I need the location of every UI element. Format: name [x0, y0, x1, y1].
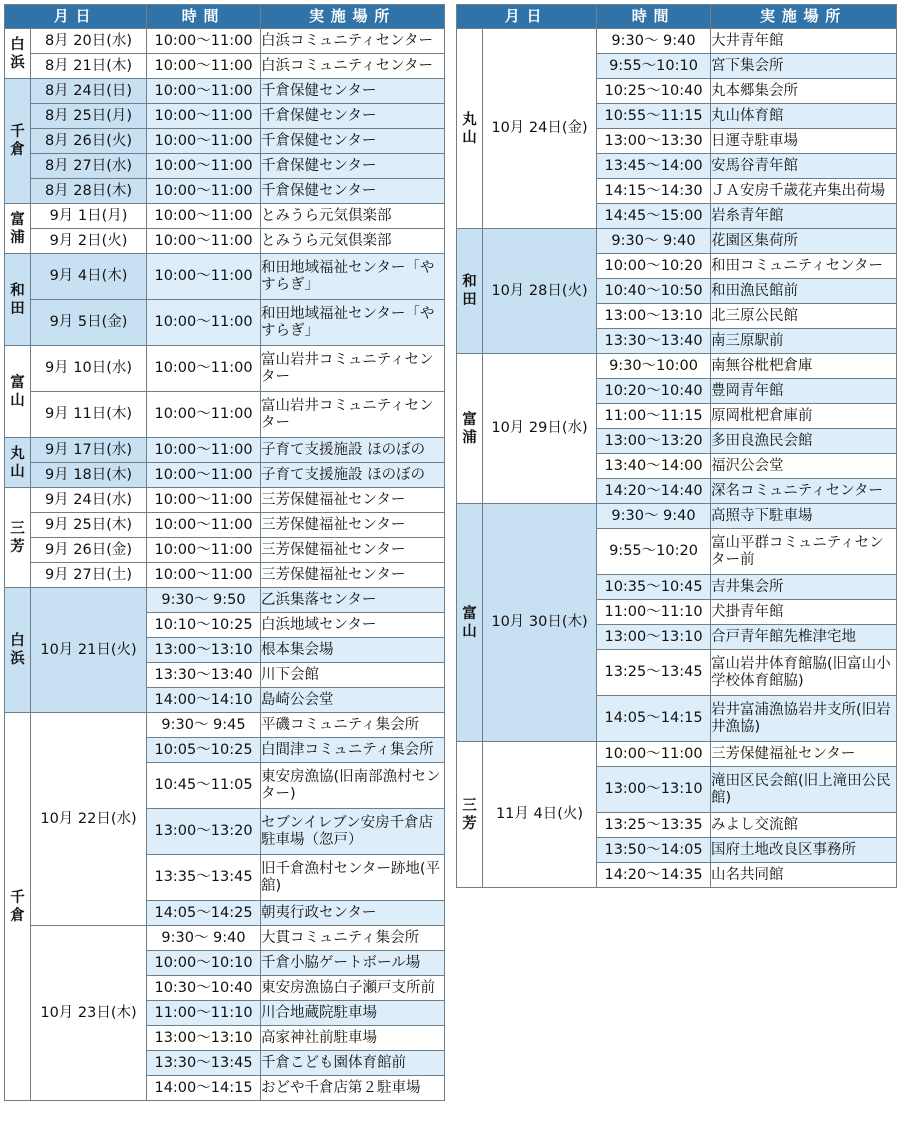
area-label — [457, 504, 483, 742]
table-row — [5, 513, 445, 538]
time-cell: 13:00～13:10 — [147, 1026, 261, 1051]
time-cell: 13:00～13:30 — [597, 129, 711, 154]
time-cell: 10:40～10:50 — [597, 279, 711, 304]
date-cell: 9月 25日(木) — [31, 513, 147, 538]
place-cell — [261, 1026, 445, 1051]
time-cell: 9:30～ 9:40 — [597, 229, 711, 254]
table-row — [5, 438, 445, 463]
time-cell: 10:30～10:40 — [147, 976, 261, 1001]
place-cell — [261, 809, 445, 855]
time-cell: 13:45～14:00 — [597, 154, 711, 179]
place-name: 三芳保健福祉センター — [261, 516, 406, 533]
area-name: 白浜 — [10, 633, 25, 667]
area-name: 富浦 — [462, 411, 477, 446]
place-name: 和田地域福祉センター「やすらぎ」 — [261, 259, 435, 293]
time-cell: 14:05～14:15 — [597, 696, 711, 742]
header-place: 実施場所 — [711, 5, 897, 29]
place-name: セブンイレブン安房千倉店駐車場（忽戸） — [261, 814, 434, 848]
date-cell: 10月 22日(水) — [31, 713, 147, 926]
place-cell — [261, 763, 445, 809]
date-cell: 10月 28日(火) — [483, 229, 597, 354]
place-cell — [711, 204, 897, 229]
place-name: 北三原公民館 — [711, 307, 799, 324]
place-cell — [261, 951, 445, 976]
place-cell — [261, 663, 445, 688]
time-cell: 10:00～11:00 — [147, 79, 261, 104]
place-cell — [711, 454, 897, 479]
table-row — [5, 204, 445, 229]
time-cell: 13:25～13:35 — [597, 813, 711, 838]
schedule-table-left — [4, 4, 445, 1101]
table-row — [457, 29, 897, 54]
place-cell — [261, 1051, 445, 1076]
date-cell: 9月 1日(月) — [31, 204, 147, 229]
place-cell — [261, 346, 445, 392]
place-name: 島崎公会堂 — [261, 691, 334, 708]
place-name: 南無谷枇杷倉庫 — [711, 357, 813, 374]
place-cell — [711, 650, 897, 696]
place-name: 千倉保健センター — [261, 107, 377, 124]
place-name: 大貫コミュニティ集会所 — [261, 929, 420, 946]
place-name: 白浜地域センター — [261, 616, 377, 633]
place-cell — [261, 79, 445, 104]
time-cell: 10:00～11:00 — [147, 204, 261, 229]
date-cell: 8月 25日(月) — [31, 104, 147, 129]
place-cell — [711, 354, 897, 379]
place-name: 和田コミュニティセンター — [711, 257, 883, 274]
place-name: 花園区集荷所 — [711, 232, 799, 249]
time-cell: 14:45～15:00 — [597, 204, 711, 229]
area-label — [5, 488, 31, 588]
place-cell — [261, 638, 445, 663]
place-name: 子育て支援施設 ほのぼの — [261, 466, 426, 483]
place-cell — [261, 438, 445, 463]
place-name: 富山岩井コミュニティセンター — [261, 397, 434, 431]
date-cell: 8月 24日(日) — [31, 79, 147, 104]
place-cell — [261, 513, 445, 538]
time-cell: 10:00～11:00 — [597, 742, 711, 767]
table-row — [5, 713, 445, 738]
place-name: おどや千倉店第２駐車場 — [261, 1079, 421, 1096]
place-name: 子育て支援施設 ほのぼの — [261, 441, 426, 458]
place-name: 富山岩井コミュニティセンター — [261, 351, 434, 385]
time-cell: 9:30～ 9:45 — [147, 713, 261, 738]
place-name: 千倉保健センター — [261, 182, 377, 199]
place-name: 深名コミュニティセンター — [711, 482, 883, 499]
time-cell: 10:45～11:05 — [147, 763, 261, 809]
time-cell: 11:00～11:15 — [597, 404, 711, 429]
time-cell: 10:00～11:00 — [147, 513, 261, 538]
place-cell — [711, 254, 897, 279]
table-row — [5, 154, 445, 179]
place-name: 三芳保健福祉センター — [261, 491, 406, 508]
place-name: 旧千倉漁村センター跡地(平舘) — [261, 860, 441, 894]
place-cell — [261, 538, 445, 563]
time-cell: 13:00～13:10 — [597, 767, 711, 813]
place-name: 千倉こども園体育館前 — [261, 1054, 407, 1071]
area-label — [5, 346, 31, 438]
time-cell: 14:20～14:35 — [597, 863, 711, 888]
place-cell — [261, 392, 445, 438]
header-date: 月日 — [457, 5, 597, 29]
place-name: 滝田区民会館(旧上滝田公民館) — [711, 772, 891, 806]
place-name: 東安房漁協白子瀬戸支所前 — [261, 979, 436, 996]
area-label — [457, 229, 483, 354]
table-row — [5, 29, 445, 54]
table-row — [5, 129, 445, 154]
header-time: 時間 — [597, 5, 711, 29]
table-header-row — [5, 5, 445, 29]
place-name: 国府土地改良区事務所 — [711, 841, 857, 858]
place-cell — [711, 625, 897, 650]
place-cell — [711, 429, 897, 454]
table-header-row — [457, 5, 897, 29]
place-name: 東安房漁協(旧南部漁村センター) — [261, 768, 441, 802]
place-cell — [711, 304, 897, 329]
time-cell: 9:30～ 9:40 — [597, 504, 711, 529]
table-row — [5, 229, 445, 254]
time-cell: 9:55～10:20 — [597, 529, 711, 575]
time-cell: 10:00～11:00 — [147, 179, 261, 204]
table-row — [5, 54, 445, 79]
area-label — [5, 588, 31, 713]
place-name: 丸山体育館 — [711, 107, 784, 124]
area-name: 富山 — [10, 374, 25, 409]
place-cell — [711, 79, 897, 104]
date-cell: 10月 30日(木) — [483, 504, 597, 742]
area-name: 富山 — [462, 605, 477, 640]
place-cell — [261, 738, 445, 763]
place-cell — [261, 204, 445, 229]
table-row — [5, 254, 445, 300]
area-name: 和田 — [462, 274, 477, 308]
place-cell — [261, 229, 445, 254]
place-cell — [711, 104, 897, 129]
place-cell — [261, 713, 445, 738]
time-cell: 10:25～10:40 — [597, 79, 711, 104]
table-row — [5, 488, 445, 513]
place-name: 福沢公会堂 — [711, 457, 784, 474]
place-name: 和田漁民館前 — [711, 282, 799, 299]
place-cell — [711, 379, 897, 404]
table-row — [5, 300, 445, 346]
time-cell: 13:30～13:40 — [597, 329, 711, 354]
place-name: 豊岡青年館 — [711, 382, 784, 399]
area-name: 千倉 — [10, 124, 25, 158]
time-cell: 10:00～11:00 — [147, 392, 261, 438]
place-name: 高照寺下駐車場 — [711, 507, 813, 524]
time-cell: 10:00～11:00 — [147, 154, 261, 179]
date-cell: 9月 10日(水) — [31, 346, 147, 392]
date-cell: 8月 27日(水) — [31, 154, 147, 179]
time-cell: 10:35～10:45 — [597, 575, 711, 600]
date-cell: 9月 27日(土) — [31, 563, 147, 588]
place-name: 山名共同館 — [711, 866, 784, 883]
place-name: 白間津コミュニティ集会所 — [261, 741, 434, 758]
place-cell — [711, 600, 897, 625]
time-cell: 13:00～13:20 — [147, 809, 261, 855]
header-place: 実施場所 — [261, 5, 445, 29]
place-name: 南三原駅前 — [711, 332, 784, 349]
place-cell — [711, 863, 897, 888]
place-name: 川下会館 — [261, 666, 320, 683]
place-name: ＪＡ安房千歳花卉集出荷場 — [711, 182, 886, 199]
place-cell — [261, 29, 445, 54]
time-cell: 14:15～14:30 — [597, 179, 711, 204]
place-cell — [261, 54, 445, 79]
time-cell: 13:25～13:45 — [597, 650, 711, 696]
time-cell: 13:35～13:45 — [147, 855, 261, 901]
place-cell — [261, 901, 445, 926]
time-cell: 13:30～13:40 — [147, 663, 261, 688]
place-name: 日運寺駐車場 — [711, 132, 799, 149]
place-cell — [711, 575, 897, 600]
time-cell: 10:00～11:00 — [147, 29, 261, 54]
time-cell: 13:00～13:10 — [597, 625, 711, 650]
place-name: 大井青年館 — [711, 32, 784, 49]
time-cell: 11:00～11:10 — [597, 600, 711, 625]
table-row — [5, 463, 445, 488]
table-row — [457, 504, 897, 529]
place-name: 三芳保健福祉センター — [711, 745, 856, 762]
area-label — [5, 29, 31, 79]
place-name: 高家神社前駐車場 — [261, 1029, 378, 1046]
place-name: 富山岩井体育館脇(旧富山小学校体育館脇) — [711, 655, 891, 689]
place-name: 川合地蔵院駐車場 — [261, 1004, 378, 1021]
place-name: 白浜コミュニティセンター — [261, 57, 433, 74]
table-row — [5, 179, 445, 204]
time-cell: 10:00～11:00 — [147, 54, 261, 79]
place-name: 朝夷行政センター — [261, 904, 377, 921]
place-name: 千倉小脇ゲートボール場 — [261, 954, 421, 971]
time-cell: 13:50～14:05 — [597, 838, 711, 863]
place-name: 吉井集会所 — [711, 578, 784, 595]
place-name: 平磯コミュニティ集会所 — [261, 716, 420, 733]
schedule-table-right — [456, 4, 897, 888]
table-row — [457, 742, 897, 767]
place-name: 根本集会場 — [261, 641, 334, 658]
table-row — [5, 346, 445, 392]
time-cell: 10:00～11:00 — [147, 104, 261, 129]
area-label — [5, 79, 31, 204]
place-cell — [711, 54, 897, 79]
place-cell — [261, 463, 445, 488]
place-cell — [711, 767, 897, 813]
time-cell: 10:00～10:20 — [597, 254, 711, 279]
place-cell — [261, 563, 445, 588]
place-cell — [711, 479, 897, 504]
date-cell: 10月 29日(水) — [483, 354, 597, 504]
time-cell: 10:00～11:00 — [147, 254, 261, 300]
area-label — [457, 29, 483, 229]
time-cell: 9:30～10:00 — [597, 354, 711, 379]
time-cell: 13:00～13:10 — [597, 304, 711, 329]
time-cell: 13:30～13:45 — [147, 1051, 261, 1076]
time-cell: 10:00～11:00 — [147, 488, 261, 513]
place-name: 富山平群コミュニティセンター前 — [711, 534, 884, 568]
place-cell — [711, 504, 897, 529]
place-cell — [711, 696, 897, 742]
time-cell: 10:00～11:00 — [147, 463, 261, 488]
area-name: 三芳 — [462, 797, 477, 832]
date-cell: 9月 5日(金) — [31, 300, 147, 346]
time-cell: 10:10～10:25 — [147, 613, 261, 638]
place-cell — [711, 179, 897, 204]
place-cell — [261, 254, 445, 300]
date-cell: 9月 26日(金) — [31, 538, 147, 563]
place-cell — [711, 329, 897, 354]
time-cell: 13:40～14:00 — [597, 454, 711, 479]
time-cell: 10:00～11:00 — [147, 438, 261, 463]
time-cell: 13:00～13:20 — [597, 429, 711, 454]
time-cell: 14:20～14:40 — [597, 479, 711, 504]
time-cell: 10:20～10:40 — [597, 379, 711, 404]
area-name: 白浜 — [10, 36, 25, 71]
date-cell: 8月 28日(木) — [31, 179, 147, 204]
place-cell — [711, 29, 897, 54]
area-name: 和田 — [10, 282, 25, 317]
place-name: みよし交流館 — [711, 816, 799, 833]
place-name: 多田良漁民会館 — [711, 432, 813, 449]
table-row — [5, 563, 445, 588]
place-name: 三芳保健福祉センター — [261, 541, 406, 558]
place-cell — [711, 404, 897, 429]
place-cell — [711, 229, 897, 254]
date-cell: 9月 18日(木) — [31, 463, 147, 488]
date-cell: 11月 4日(火) — [483, 742, 597, 888]
date-cell: 9月 24日(水) — [31, 488, 147, 513]
date-cell: 9月 17日(水) — [31, 438, 147, 463]
place-cell — [711, 742, 897, 767]
area-name: 富浦 — [10, 211, 25, 246]
table-row — [457, 354, 897, 379]
table-row — [5, 926, 445, 951]
place-name: とみうら元気倶楽部 — [261, 207, 392, 224]
time-cell: 14:00～14:10 — [147, 688, 261, 713]
place-cell — [711, 529, 897, 575]
place-cell — [261, 154, 445, 179]
place-cell — [261, 1076, 445, 1101]
place-cell — [261, 104, 445, 129]
place-cell — [711, 279, 897, 304]
place-name: 千倉保健センター — [261, 157, 377, 174]
time-cell: 9:30～ 9:40 — [597, 29, 711, 54]
time-cell: 10:00～11:00 — [147, 563, 261, 588]
time-cell: 10:00～10:10 — [147, 951, 261, 976]
time-cell: 10:00～11:00 — [147, 346, 261, 392]
area-label — [5, 204, 31, 254]
table-row — [5, 588, 445, 613]
header-date: 月日 — [5, 5, 147, 29]
place-name: 千倉保健センター — [261, 132, 377, 149]
place-cell — [261, 488, 445, 513]
place-cell — [711, 154, 897, 179]
place-name: 原岡枇杷倉庫前 — [711, 407, 813, 424]
area-name: 丸山 — [10, 445, 25, 480]
time-cell: 10:00～11:00 — [147, 229, 261, 254]
time-cell: 10:00～11:00 — [147, 300, 261, 346]
place-name: 乙浜集落センター — [261, 591, 377, 608]
time-cell: 14:05～14:25 — [147, 901, 261, 926]
table-row — [5, 392, 445, 438]
time-cell: 13:00～13:10 — [147, 638, 261, 663]
area-label — [5, 438, 31, 488]
time-cell: 10:55～11:15 — [597, 104, 711, 129]
place-cell — [711, 838, 897, 863]
area-label — [457, 742, 483, 888]
area-name: 丸山 — [462, 111, 477, 146]
time-cell: 10:00～11:00 — [147, 538, 261, 563]
table-row — [457, 229, 897, 254]
place-name: 岩糸青年館 — [711, 207, 784, 224]
date-cell: 8月 26日(火) — [31, 129, 147, 154]
time-cell: 10:00～11:00 — [147, 129, 261, 154]
place-cell — [261, 179, 445, 204]
time-cell: 9:55～10:10 — [597, 54, 711, 79]
date-cell: 9月 2日(火) — [31, 229, 147, 254]
area-label — [5, 254, 31, 346]
table-row — [5, 538, 445, 563]
date-cell: 10月 23日(木) — [31, 926, 147, 1101]
place-name: 岩井富浦漁協岩井支所(旧岩井漁協) — [711, 701, 891, 735]
table-row — [5, 104, 445, 129]
date-cell: 8月 20日(水) — [31, 29, 147, 54]
place-cell — [261, 129, 445, 154]
place-name: 白浜コミュニティセンター — [261, 32, 433, 49]
place-name: 丸本郷集会所 — [711, 82, 799, 99]
area-name: 千倉 — [10, 889, 25, 924]
place-cell — [711, 129, 897, 154]
area-label — [457, 354, 483, 504]
date-cell: 8月 21日(木) — [31, 54, 147, 79]
place-cell — [261, 976, 445, 1001]
time-cell: 11:00～11:10 — [147, 1001, 261, 1026]
time-cell: 10:05～10:25 — [147, 738, 261, 763]
place-name: 犬掛青年館 — [711, 603, 784, 620]
table-row — [5, 79, 445, 104]
place-name: とみうら元気倶楽部 — [261, 232, 392, 249]
place-cell — [261, 613, 445, 638]
header-time: 時間 — [147, 5, 261, 29]
place-name: 安馬谷青年館 — [711, 157, 799, 174]
time-cell: 9:30～ 9:50 — [147, 588, 261, 613]
area-name: 三芳 — [10, 520, 25, 555]
place-name: 和田地域福祉センター「やすらぎ」 — [261, 305, 435, 339]
place-name: 宮下集会所 — [711, 57, 784, 74]
place-name: 三芳保健福祉センター — [261, 566, 406, 583]
time-cell: 9:30～ 9:40 — [147, 926, 261, 951]
date-cell: 10月 24日(金) — [483, 29, 597, 229]
area-label — [5, 713, 31, 1101]
date-cell: 9月 11日(木) — [31, 392, 147, 438]
date-cell: 10月 21日(火) — [31, 588, 147, 713]
place-cell — [261, 855, 445, 901]
date-cell: 9月 4日(木) — [31, 254, 147, 300]
place-name: 合戸青年館先椎津宅地 — [711, 628, 857, 645]
place-cell — [711, 813, 897, 838]
place-cell — [261, 688, 445, 713]
place-name: 千倉保健センター — [261, 82, 377, 99]
place-cell — [261, 588, 445, 613]
place-cell — [261, 1001, 445, 1026]
place-cell — [261, 926, 445, 951]
time-cell: 14:00～14:15 — [147, 1076, 261, 1101]
place-cell — [261, 300, 445, 346]
